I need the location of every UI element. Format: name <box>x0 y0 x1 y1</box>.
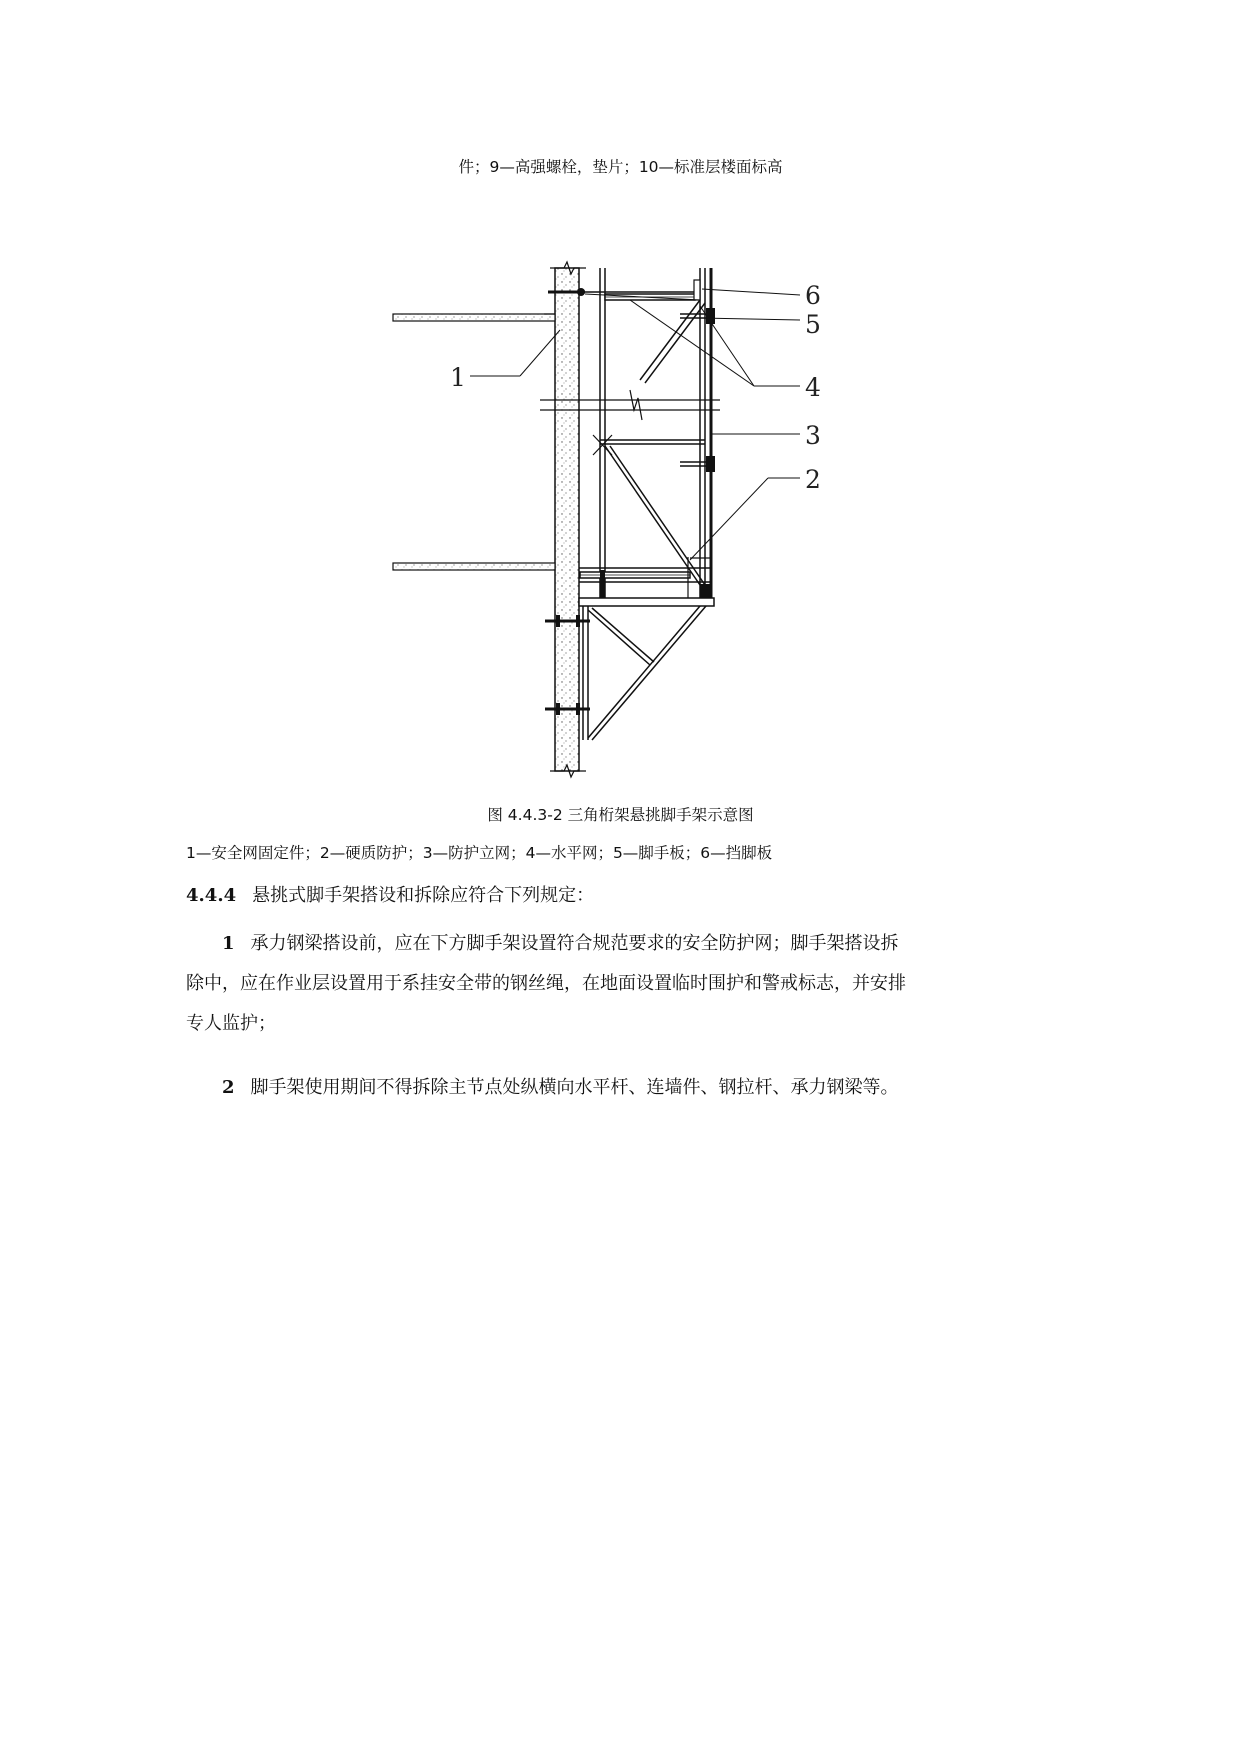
callout-4: 4 <box>805 373 821 402</box>
item-number: 2 <box>222 1077 235 1098</box>
top-caption-continuation: 件；9—高强螺栓，垫片；10—标准层楼面标高 <box>458 158 783 176</box>
item-text: 承力钢梁搭设前，应在下方脚手架设置符合规范要求的安全防护网；脚手架搭设拆 <box>250 933 899 954</box>
concrete-wall <box>555 268 579 771</box>
item-number: 1 <box>222 933 235 954</box>
figure-legend: 1—安全网固定件；2—硬质防护；3—防护立网；4—水平网；5—脚手板；6—挡脚板 <box>186 844 773 862</box>
toe-board-top <box>694 280 700 300</box>
item-text: 脚手架使用期间不得拆除主节点处纵横向水平杆、连墙件、钢拉杆、承力钢梁等。 <box>250 1077 899 1098</box>
diagonal-brace-lower <box>605 446 700 585</box>
item-line <box>186 924 1054 964</box>
floor-slab-lower <box>393 563 555 570</box>
figure-caption: 图 4.4.3-2 三角桁架悬挑脚手架示意图 <box>487 806 754 824</box>
item-line: 除中，应在作业层设置用于系挂安全带的钢丝绳，在地面设置临时围护和警戒标志，并安排 <box>186 973 906 994</box>
diagonal-brace-upper <box>640 300 700 380</box>
callout-3: 3 <box>805 421 821 450</box>
clause-title: 悬挑式脚手架搭设和拆除应符合下列规定： <box>252 885 595 906</box>
clause-item-1 <box>186 924 1054 1044</box>
callout-6: 6 <box>805 281 821 310</box>
item-line <box>186 1068 1054 1108</box>
item-line: 专人监护； <box>186 1013 276 1034</box>
clause-number: 4.4.4 <box>186 885 237 906</box>
callout-1: 1 <box>450 363 466 392</box>
callout-2: 2 <box>805 465 821 494</box>
floor-slab-upper <box>393 314 555 321</box>
clause-heading <box>186 881 594 907</box>
truss-scaffold-diagram <box>380 255 860 785</box>
callout-5: 5 <box>805 310 821 339</box>
clause-item-2 <box>186 1068 1054 1108</box>
truss-top-chord <box>579 598 714 606</box>
